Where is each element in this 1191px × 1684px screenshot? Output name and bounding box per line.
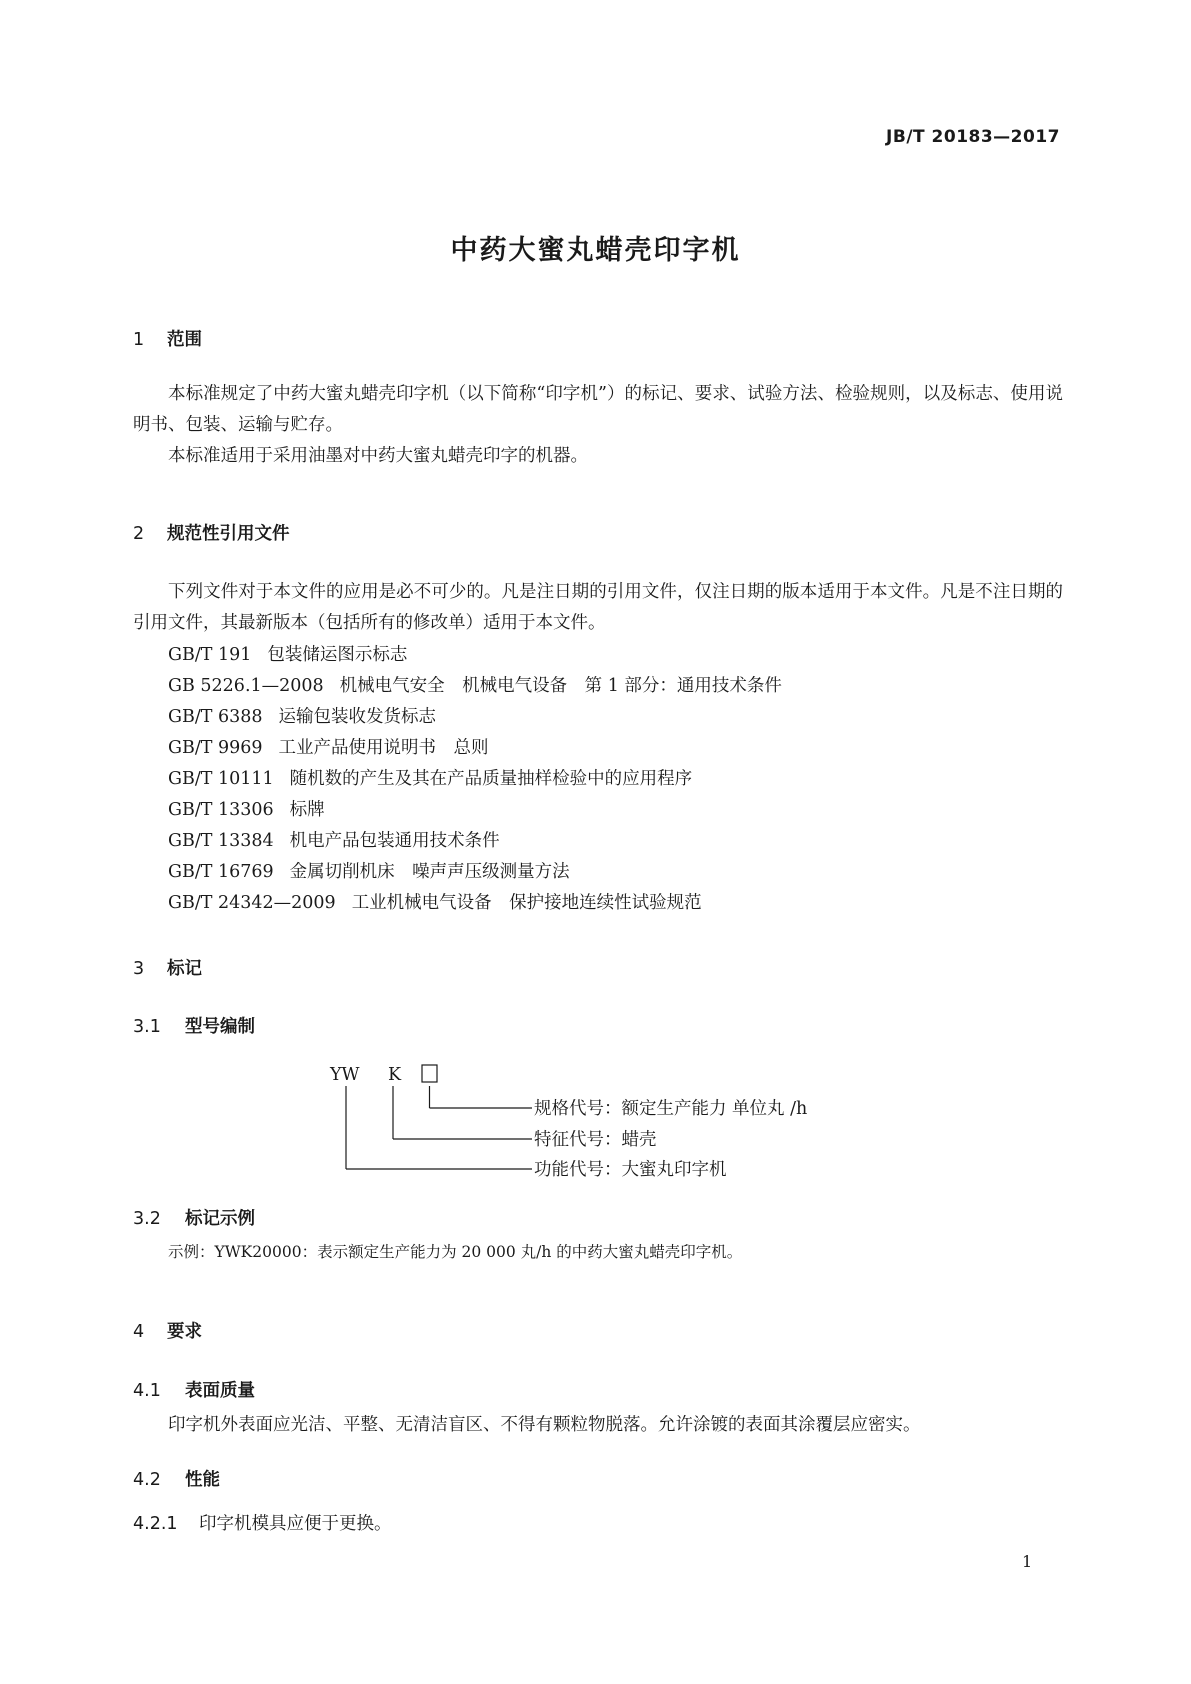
section-4-2-heading [133,1466,220,1491]
section-number: 4 [133,1322,145,1342]
section-1-body [133,379,1063,472]
reference-item: GB/T 6388 运输包装收发货标志 [168,707,437,727]
section-number: 3 [133,959,145,979]
section-4-1-heading [133,1377,255,1402]
section-number: 4.2 [133,1470,161,1490]
reference-item: GB/T 10111 随机数的产生及其在产品质量抽样检验中的应用程序 [168,769,693,789]
section-title: 要求 [167,1322,202,1342]
section-3-heading [133,955,202,980]
section-4-2-1-item [133,1510,392,1535]
reference-item: GB 5226.1—2008 机械电气安全 机械电气设备 第 1 部分：通用技术条件 [168,676,782,696]
reference-item: GB/T 24342—2009 工业机械电气设备 保护接地连续性试验规范 [168,893,702,913]
reference-item: GB/T 16769 金属切削机床 噪声声压级测量方法 [168,862,570,882]
spec-code-box [422,1065,437,1082]
document-title: 中药大蜜丸蜡壳印字机 [450,235,741,266]
section-title: 型号编制 [185,1017,255,1037]
reference-item: GB/T 13384 机电产品包装通用技术条件 [168,831,500,851]
paragraph: 本标准规定了中药大蜜丸蜡壳印字机（以下简称“印字机”）的标记、要求、试验方法、检验规则，以及标志、使用说明书、包装、运输与贮存。 [133,384,1063,435]
label-feature: 特征代号：蜡壳 [534,1130,657,1150]
reference-list [168,640,782,919]
page-number: 1 [1022,1552,1033,1571]
paragraph: 本标准适用于采用油墨对中药大蜜丸蜡壳印字的机器。 [168,446,588,466]
section-number: 3.1 [133,1017,161,1037]
section-title: 规范性引用文件 [167,524,290,544]
section-1-heading [133,326,202,351]
section-title: 标记示例 [185,1209,255,1229]
section-4-heading [133,1318,202,1343]
section-title: 范围 [167,330,202,350]
item-number: 4.2.1 [133,1514,178,1534]
section-title: 标记 [167,959,202,979]
code-k: K [388,1065,402,1085]
model-code-diagram [300,1058,920,1188]
section-title: 性能 [185,1470,220,1490]
section-number: 3.2 [133,1209,161,1229]
reference-item: GB/T 13306 标牌 [168,800,325,820]
standard-code: JB/T 20183—2017 [886,127,1060,147]
section-2-heading [133,520,290,545]
label-function: 功能代号：大蜜丸印字机 [534,1160,727,1180]
section-3-2-heading [133,1205,255,1230]
section-3-1-heading [133,1013,255,1038]
example-text: YWK20000：表示额定生产能力为 20 000 丸/h 的中药大蜜丸蜡壳印字机。 [214,1243,743,1261]
section-title: 表面质量 [185,1381,255,1401]
section-number: 2 [133,524,145,544]
example-label: 示例： [168,1243,215,1261]
section-number: 1 [133,330,145,350]
code-yw: YW [330,1065,360,1085]
item-text: 印字机模具应便于更换。 [199,1514,392,1534]
surface-quality-text: 印字机外表面应光洁、平整、无清洁盲区、不得有颗粒物脱落。允许涂镀的表面其涂覆层应密实。 [168,1415,921,1435]
section-2-intro: 下列文件对于本文件的应用是必不可少的。凡是注日期的引用文件，仅注日期的版本适用于本文件。凡是不注日期的引用文件，其最新版本（包括所有的修改单）适用于本文件。 [133,582,1063,633]
reference-item: GB/T 9969 工业产品使用说明书 总则 [168,738,489,758]
marking-example [168,1240,742,1262]
label-spec: 规格代号：额定生产能力 单位丸 /h [534,1099,808,1119]
reference-item: GB/T 191 包装储运图示标志 [168,645,408,665]
section-number: 4.1 [133,1381,161,1401]
